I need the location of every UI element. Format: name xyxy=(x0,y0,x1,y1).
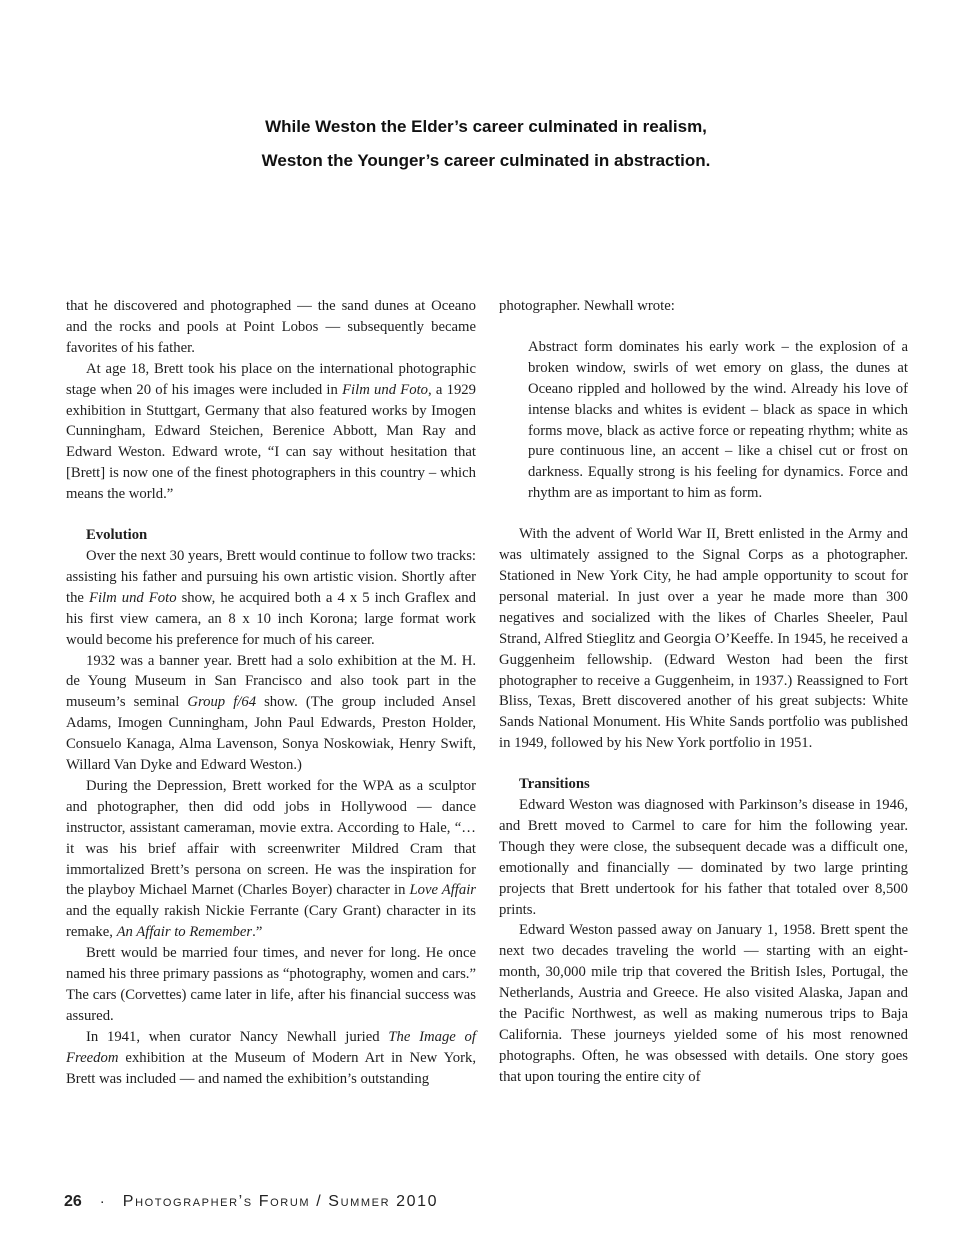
section-heading-evolution: Evolution xyxy=(86,527,148,544)
paragraph: Edward Weston was diagnosed with Parkinson’s disease in 1946, and Brett moved to Carmel to care for him the following year. Though they were close, the subsequent decade was a difficult one, emotionally and financially — dominated by two large printing projects that Brett undertook for his father that totaled over 8,500 prints. xyxy=(499,797,908,918)
exhibition-title: The Image of Freedom xyxy=(66,1028,476,1066)
paragraph: 1932 was a banner year. Brett had a solo exhibition at the M. H. de Young Museum in San Francisco and also took part in the museum’s seminal Group f/64 show. (The group included Ansel Adams, Imogen Cunningham, John Paul Edwards, Preston Holder, Consuelo Kanaga, Alma Lavenson, Sonya Noskowiak, Henry Swift, Willard Van Dyke and Edward Weston.) xyxy=(66,652,476,774)
exhibition-title: Group f/64 xyxy=(187,694,257,711)
right-column xyxy=(499,296,908,1088)
publication-name: Photographer’s Forum / Summer 2010 xyxy=(122,1193,439,1210)
section-heading-transitions: Transitions xyxy=(519,776,590,793)
left-column xyxy=(66,296,476,1090)
page-footer xyxy=(64,1193,438,1211)
paragraph: At age 18, Brett took his place on the international photographic stage when 20 of his images were included in Film und Foto, a 1929 exhibition in Stuttgart, Germany that also featured works by Imogen Cunningham, Edward Steichen, Berenice Abbott, Man Ray and Edward Weston. Edward wrote, “I can say without hesitation that [Brett] is now one of the finest photographers in this country – which means the world.” xyxy=(66,360,476,503)
exhibition-title: Film und Foto xyxy=(342,381,429,398)
pull-quote-line-2: Weston the Younger’s career culminated in abstraction. xyxy=(261,151,711,170)
paragraph: With the advent of World War II, Brett enlisted in the Army and was ultimately assigned to the Signal Corps as a photographer. Stationed in New York City, he had ample opportunity to scout for personal material. In just over a year he made more than 300 negatives and socialized with the likes of Charles Sheeler, Paul Strand, Alfred Stieglitz and Georgia O’Keeffe. In 1945, he received a Guggenheim fellowship. (Edward Weston had been the first photographer to receive a Guggenheim, in 1937.) Reassigned to Fort Bliss, Texas, Brett discovered another of his great subjects: White Sands National Monument. His White Sands portfolio was published in 1949, followed by his New York portfolio in 1951. xyxy=(499,526,908,752)
page-number: 26 xyxy=(64,1193,82,1210)
pull-quote xyxy=(0,110,960,178)
pull-quote-line-1: While Weston the Elder’s career culminated in realism, xyxy=(265,117,707,136)
film-title: An Affair to Remember xyxy=(116,924,253,941)
exhibition-title: Film und Foto xyxy=(88,589,177,606)
paragraph: In 1941, when curator Nancy Newhall juried The Image of Freedom exhibition at the Museum of Modern Art in New York, Brett was included — and named the exhibition’s outstanding xyxy=(66,1028,476,1087)
paragraph: that he discovered and photographed — the sand dunes at Oceano and the rocks and pools at Point Lobos — subsequently became favorites of his father. xyxy=(66,298,476,356)
paragraph: photographer. Newhall wrote: xyxy=(499,298,675,314)
paragraph: During the Depression, Brett worked for the WPA as a sculptor and photographer, then did odd jobs in Hollywood — dance instructor, assistant cameraman, movie extra. According to Hale, “…it was his brief affair with screenwriter Mildred Cram that immortalized Brett’s persona on screen. He was the inspiration for the playboy Michael Marnet (Charles Boyer) character in Love Affair and the equally rakish Nickie Ferrante (Cary Grant) character in its remake, An Affair to Remember.” xyxy=(66,777,476,941)
footer-separator: · xyxy=(99,1193,105,1210)
paragraph: Edward Weston passed away on January 1, 1958. Brett spent the next two decades traveling the world — starting with an eight-month, 30,000 mile trip that covered the British Isles, Portugal, the Netherlands, Austria and Greece. He also visited Alaska, Japan and the Pacific Northwest, as well as making numerous trips to Baja California. These journeys yielded some of his most renowned photographs. Often, he was obsessed with details. One story goes that upon touring the entire city of xyxy=(499,922,908,1085)
paragraph: Brett would be married four times, and never for long. He once named his three primary passions as “photography, women and cars.” The cars (Corvettes) came later in life, after his financial success was assured. xyxy=(66,945,476,1024)
block-quote: Abstract form dominates his early work – the explosion of a broken window, swirls of wet emory on glass, the dunes at Oceano rippled and hollowed by the wind. Already his love of intense blacks and whites is evident – black as space in which forms move, black as active force or repeating rhythm; white as pure continuous line, an accent – like a chisel cut or frost on darkness. Equally strong is his feeling for dynamics. Force and rhythm are as important to him as form. xyxy=(528,338,908,502)
paragraph: Over the next 30 years, Brett would continue to follow two tracks: assisting his father and pursuing his own artistic vision. Shortly after the Film und Foto show, he acquired both a 4 x 5 inch Graflex and his first view camera, an 8 x 10 inch Korona; large format work would become his preference for much of his career. xyxy=(66,547,476,648)
film-title: Love Affair xyxy=(409,882,476,899)
